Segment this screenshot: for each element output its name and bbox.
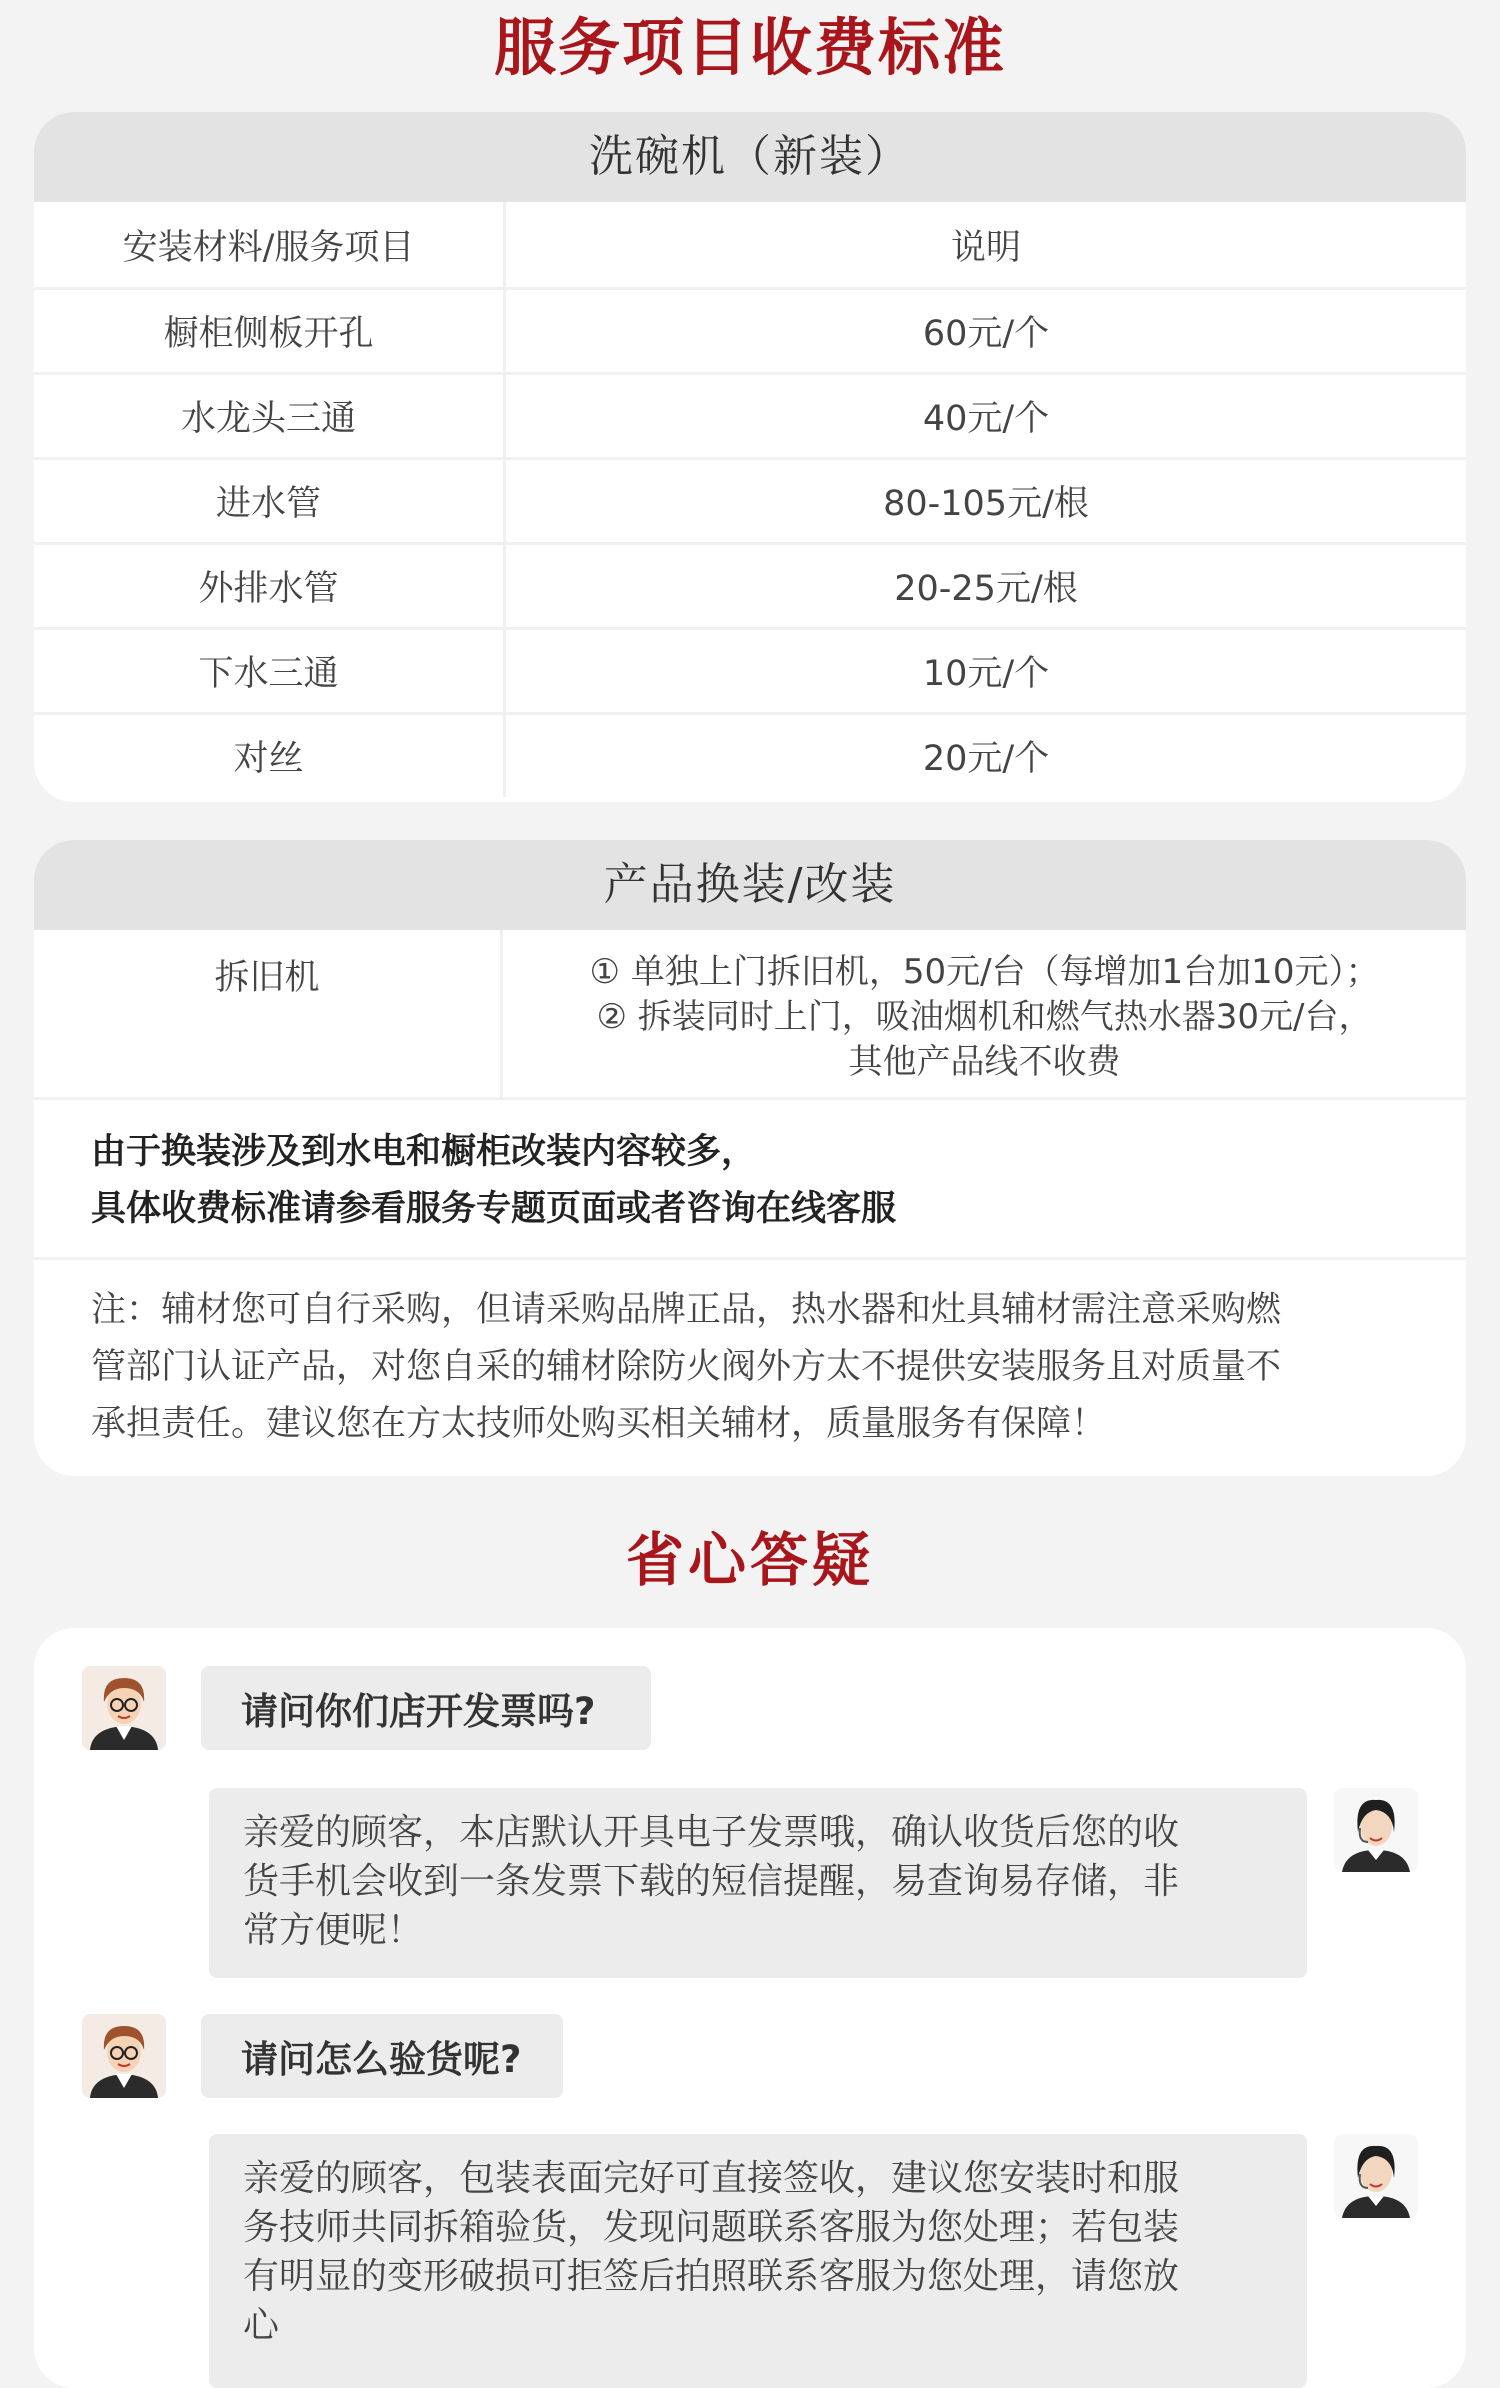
row-price: 20元/个 [922, 739, 1050, 779]
row-price: 20-25元/根 [894, 569, 1078, 609]
row-price: 80-105元/根 [883, 484, 1089, 524]
answer-line: 有明显的变形破损可拒签后拍照联系客服为您处理，请您放 [243, 2256, 1180, 2297]
column-header-desc: 说明 [950, 227, 1021, 268]
notice-line: 具体收费标准请参看服务专题页面或者咨询在线客服 [91, 1189, 897, 1229]
row-item: 进水管 [34, 460, 506, 542]
agent-avatar-icon [1334, 2134, 1418, 2218]
table-row [34, 627, 1466, 712]
page-title: 服务项目收费标准 [493, 11, 1006, 84]
description-line: ② 拆装同时上门，吸油烟机和燃气热水器30元/台， [596, 997, 1373, 1037]
replacement-price-table [34, 840, 1466, 1476]
table-row [34, 372, 1466, 457]
row-item: 外排水管 [34, 545, 506, 627]
description-line: ① 单独上门拆旧机，50元/台（每增加1台加10元）； [589, 952, 1380, 992]
note-line: 管部门认证产品，对您自采的辅材除防火阀外方太不提供安装服务且对质量不 [91, 1347, 1282, 1387]
dishwasher-header: 洗碗机（新装） [34, 112, 1466, 202]
question-bubble [201, 1666, 651, 1750]
question-bubble [201, 2014, 563, 2098]
answer-bubble [209, 1788, 1307, 1978]
table-row [34, 457, 1466, 542]
dishwasher-price-table [34, 112, 1466, 802]
agent-avatar-icon [1334, 1788, 1418, 1872]
faq-title: 省心答疑 [625, 1526, 874, 1594]
answer-line: 亲爱的顾客，本店默认开具电子发票哦，确认收货后您的收 [243, 1812, 1180, 1853]
customer-avatar-icon [82, 2014, 166, 2098]
bold-notice [34, 1097, 1466, 1257]
answer-line: 务技师共同拆箱验货，发现问题联系客服为您处理；若包装 [243, 2207, 1180, 2248]
answer-line: 心 [243, 2305, 280, 2346]
table-row [34, 542, 1466, 627]
description-line: 其他产品线不收费 [848, 1042, 1121, 1082]
row-price: 60元/个 [922, 314, 1050, 354]
column-header-item: 安装材料/服务项目 [34, 202, 506, 287]
row-item: 下水三通 [34, 630, 506, 712]
note-line: 承担责任。建议您在方太技师处购买相关辅材，质量服务有保障！ [91, 1404, 1107, 1444]
materials-note [34, 1257, 1466, 1453]
replacement-header: 产品换装/改装 [34, 840, 1466, 930]
answer-line: 货手机会收到一条发票下载的短信提醒，易查询易存储，非 [243, 1861, 1180, 1902]
row-item: 拆旧机 [34, 930, 503, 1097]
note-line: 注：辅材您可自行采购，但请采购品牌正品，热水器和灶具辅材需注意采购燃 [91, 1290, 1282, 1330]
row-item: 对丝 [34, 715, 506, 797]
row-description [503, 930, 1466, 1097]
table-row [34, 930, 1466, 1097]
answer-line: 亲爱的顾客，包装表面完好可直接签收，建议您安装时和服 [243, 2158, 1180, 2199]
faq-card [34, 1628, 1466, 2388]
question-text: 请问你们店开发票吗? [241, 1690, 596, 1733]
answer-line: 常方便呢！ [243, 1910, 424, 1951]
table-row [34, 287, 1466, 372]
customer-avatar-icon [82, 1666, 166, 1750]
row-price: 40元/个 [922, 399, 1050, 439]
row-item: 水龙头三通 [34, 375, 506, 457]
table-row [34, 712, 1466, 797]
row-price: 10元/个 [922, 654, 1050, 694]
table-header-row [34, 202, 1466, 287]
notice-line: 由于换装涉及到水电和橱柜改装内容较多， [91, 1132, 757, 1172]
answer-bubble [209, 2134, 1307, 2388]
row-item: 橱柜侧板开孔 [34, 290, 506, 372]
question-text: 请问怎么验货呢? [241, 2038, 522, 2081]
